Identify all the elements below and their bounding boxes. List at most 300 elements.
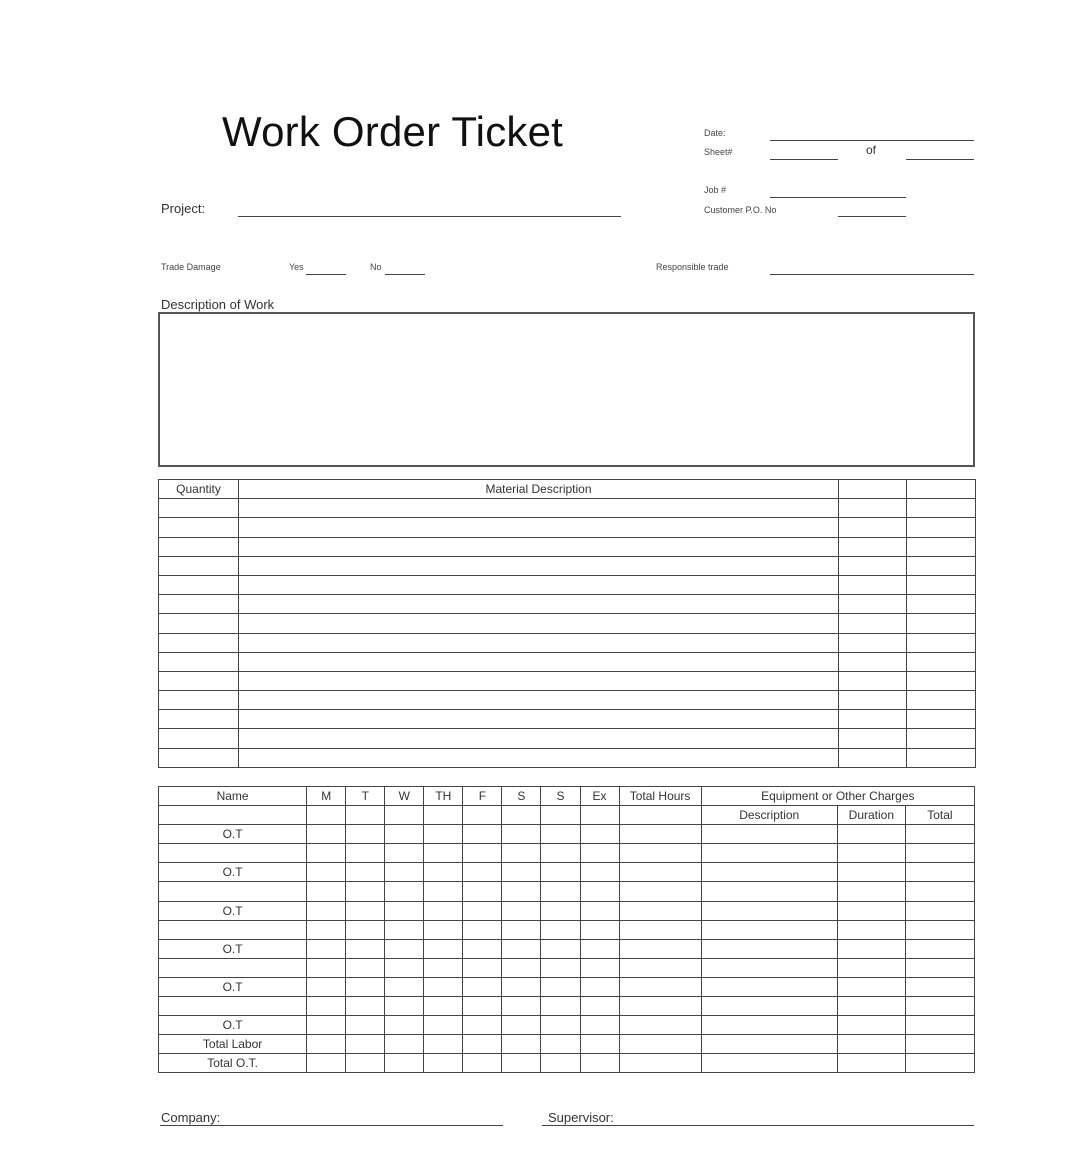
quantity-cell[interactable] [159,595,239,614]
total-hours-cell[interactable] [619,997,701,1016]
hours-cell-s1[interactable] [502,1035,541,1054]
hours-cell-f[interactable] [463,806,502,825]
materials-extra-cell-1[interactable] [839,710,907,729]
hours-cell-t[interactable] [346,939,385,958]
hours-cell-s2[interactable] [541,939,580,958]
hours-cell-t[interactable] [346,920,385,939]
materials-extra-cell-2[interactable] [907,633,976,652]
day-header-t: T [346,787,385,806]
labor-header-row [159,787,975,806]
total-hours-cell[interactable] [619,1054,701,1073]
hours-cell-w[interactable] [385,844,424,863]
hours-cell-s1[interactable] [502,958,541,977]
materials-extra-cell-1[interactable] [839,652,907,671]
hours-cell-ex[interactable] [580,939,619,958]
equipment-duration-cell[interactable] [837,977,905,996]
hours-cell-m[interactable] [307,1016,346,1035]
hours-cell-s2[interactable] [541,920,580,939]
hours-cell-s2[interactable] [541,901,580,920]
total-hours-cell[interactable] [619,901,701,920]
material-description-cell[interactable] [239,575,839,594]
equipment-duration-cell[interactable] [837,920,905,939]
total-hours-header: Total Hours [619,787,701,806]
materials-extra-cell-1[interactable] [839,633,907,652]
labor-row [159,863,975,882]
materials-extra-cell-2[interactable] [907,518,976,537]
hours-cell-th[interactable] [424,901,463,920]
total-hours-cell[interactable] [619,825,701,844]
materials-extra-cell-2[interactable] [907,556,976,575]
hours-cell-m[interactable] [307,939,346,958]
hours-cell-t[interactable] [346,882,385,901]
customer-po-label: Customer P.O. No [704,205,777,215]
materials-extra-cell-2[interactable] [907,595,976,614]
hours-cell-f[interactable] [463,977,502,996]
quantity-cell[interactable] [159,710,239,729]
total-hours-cell[interactable] [619,1035,701,1054]
total-hours-cell[interactable] [619,806,701,825]
labor-row [159,920,975,939]
hours-cell-m[interactable] [307,958,346,977]
hours-cell-s1[interactable] [502,1016,541,1035]
materials-extra-cell-1[interactable] [839,518,907,537]
equipment-description-cell[interactable] [701,977,837,996]
hours-cell-ex[interactable] [580,825,619,844]
material-description-cell[interactable] [239,671,839,690]
hours-cell-m[interactable] [307,806,346,825]
of-label: of [866,143,877,157]
material-description-cell[interactable] [239,595,839,614]
hours-cell-w[interactable] [385,901,424,920]
materials-extra-cell-1[interactable] [839,537,907,556]
hours-cell-s1[interactable] [502,806,541,825]
hours-cell-ex[interactable] [580,882,619,901]
hours-cell-f[interactable] [463,997,502,1016]
quantity-cell[interactable] [159,499,239,518]
hours-cell-m[interactable] [307,997,346,1016]
materials-extra-cell-1[interactable] [839,729,907,748]
description-label: Description of Work [161,297,275,312]
materials-extra-cell-2[interactable] [907,671,976,690]
hours-cell-f[interactable] [463,882,502,901]
date-label: Date: [704,128,726,138]
quantity-cell[interactable] [159,556,239,575]
materials-extra-cell-1[interactable] [839,595,907,614]
materials-extra-cell-2[interactable] [907,499,976,518]
quantity-cell[interactable] [159,671,239,690]
materials-extra-cell-1[interactable] [839,748,907,767]
equipment-total-cell[interactable] [905,825,974,844]
sheet-number-field[interactable] [770,159,838,160]
hours-cell-m[interactable] [307,901,346,920]
labor-row-label: Total O.T. [159,1054,307,1073]
hours-cell-t[interactable] [346,1035,385,1054]
hours-cell-t[interactable] [346,1054,385,1073]
material-row [159,518,976,537]
equipment-description-cell[interactable] [701,1016,837,1035]
hours-cell-m[interactable] [307,1035,346,1054]
equipment-total-cell[interactable] [905,1054,974,1073]
worker-name-cell[interactable] [159,806,307,825]
equipment-description-cell[interactable] [701,1054,837,1073]
materials-header-row [159,480,976,499]
equipment-total-cell[interactable] [905,997,974,1016]
quantity-cell[interactable] [159,518,239,537]
equipment-description-cell[interactable] [701,920,837,939]
hours-cell-f[interactable] [463,1054,502,1073]
materials-extra-cell-2[interactable] [907,710,976,729]
job-number-field[interactable] [770,197,906,198]
total-hours-cell[interactable] [619,920,701,939]
hours-cell-f[interactable] [463,844,502,863]
equipment-duration-cell[interactable] [837,997,905,1016]
project-field[interactable] [238,216,621,217]
equipment-description-cell[interactable] [701,958,837,977]
hours-cell-s1[interactable] [502,939,541,958]
materials-extra-cell-2[interactable] [907,575,976,594]
material-description-cell[interactable] [239,691,839,710]
description-of-work-box[interactable] [158,312,975,467]
hours-cell-w[interactable] [385,825,424,844]
customer-po-field[interactable] [838,216,906,217]
hours-cell-w[interactable] [385,863,424,882]
hours-cell-s1[interactable] [502,920,541,939]
hours-cell-s2[interactable] [541,1054,580,1073]
hours-cell-s1[interactable] [502,1054,541,1073]
material-row [159,595,976,614]
material-row [159,748,976,767]
equipment-description-cell[interactable] [701,939,837,958]
labor-row-label: Total Labor [159,1035,307,1054]
hours-cell-s2[interactable] [541,825,580,844]
equipment-total-cell[interactable] [905,977,974,996]
labor-row [159,901,975,920]
equipment-duration-cell[interactable] [837,1054,905,1073]
yes-field[interactable] [306,274,346,275]
equipment-description-cell[interactable] [701,1035,837,1054]
material-description-cell[interactable] [239,556,839,575]
hours-cell-ex[interactable] [580,1054,619,1073]
equipment-total-cell[interactable] [905,1016,974,1035]
hours-cell-th[interactable] [424,882,463,901]
total-hours-cell[interactable] [619,1016,701,1035]
hours-cell-t[interactable] [346,844,385,863]
hours-cell-ex[interactable] [580,1016,619,1035]
labor-row [159,844,975,863]
labor-row [159,825,975,844]
worker-name-cell[interactable] [159,920,307,939]
equipment-duration-cell[interactable] [837,939,905,958]
sheet-total-field[interactable] [906,159,974,160]
hours-cell-s1[interactable] [502,901,541,920]
hours-cell-s1[interactable] [502,997,541,1016]
hours-cell-m[interactable] [307,844,346,863]
material-row [159,729,976,748]
material-description-cell[interactable] [239,748,839,767]
quantity-cell[interactable] [159,691,239,710]
labor-row [159,997,975,1016]
hours-cell-th[interactable] [424,1035,463,1054]
material-description-cell[interactable] [239,729,839,748]
hours-cell-s1[interactable] [502,844,541,863]
company-field[interactable] [160,1125,503,1126]
total-hours-cell[interactable] [619,939,701,958]
hours-cell-th[interactable] [424,920,463,939]
hours-cell-w[interactable] [385,958,424,977]
material-description-cell[interactable] [239,614,839,633]
worker-name-cell[interactable] [159,997,307,1016]
equipment-duration-cell[interactable] [837,901,905,920]
equipment-duration-cell[interactable] [837,844,905,863]
material-row [159,556,976,575]
hours-cell-ex[interactable] [580,977,619,996]
material-description-cell[interactable] [239,499,839,518]
hours-cell-m[interactable] [307,825,346,844]
materials-extra-cell-1[interactable] [839,691,907,710]
hours-cell-s1[interactable] [502,977,541,996]
materials-extra-cell-2[interactable] [907,614,976,633]
quantity-cell[interactable] [159,614,239,633]
day-header-s2: S [541,787,580,806]
responsible-trade-label: Responsible trade [656,262,729,272]
no-label: No [370,262,382,272]
hours-cell-t[interactable] [346,997,385,1016]
material-description-header: Material Description [239,480,839,499]
labor-row-label: O.T [159,863,307,882]
equipment-description-cell[interactable] [701,825,837,844]
material-row [159,633,976,652]
equipment-duration-cell[interactable] [837,958,905,977]
hours-cell-t[interactable] [346,958,385,977]
hours-cell-w[interactable] [385,920,424,939]
worker-name-cell[interactable] [159,844,307,863]
equipment-header: Equipment or Other Charges [701,787,974,806]
quantity-cell[interactable] [159,633,239,652]
material-row [159,614,976,633]
hours-cell-s2[interactable] [541,958,580,977]
materials-extra-cell-1[interactable] [839,499,907,518]
material-description-cell[interactable] [239,633,839,652]
hours-cell-s2[interactable] [541,997,580,1016]
equipment-duration-header: Duration [837,806,905,825]
hours-cell-s2[interactable] [541,806,580,825]
job-label: Job # [704,185,727,195]
equipment-duration-cell[interactable] [837,825,905,844]
quantity-cell[interactable] [159,652,239,671]
materials-table [158,479,976,768]
hours-cell-w[interactable] [385,1054,424,1073]
equipment-total-cell[interactable] [905,901,974,920]
material-description-cell[interactable] [239,518,839,537]
quantity-cell[interactable] [159,575,239,594]
day-header-th: TH [424,787,463,806]
hours-cell-f[interactable] [463,939,502,958]
hours-cell-s2[interactable] [541,977,580,996]
hours-cell-m[interactable] [307,882,346,901]
day-header-m: M [307,787,346,806]
hours-cell-w[interactable] [385,997,424,1016]
hours-cell-th[interactable] [424,958,463,977]
hours-cell-th[interactable] [424,1016,463,1035]
labor-row [159,939,975,958]
hours-cell-ex[interactable] [580,806,619,825]
equipment-total-header: Total [905,806,974,825]
hours-cell-s2[interactable] [541,844,580,863]
material-row [159,691,976,710]
hours-cell-w[interactable] [385,939,424,958]
day-header-w: W [385,787,424,806]
equipment-duration-cell[interactable] [837,1035,905,1054]
day-header-f: F [463,787,502,806]
hours-cell-th[interactable] [424,844,463,863]
date-field[interactable] [770,140,974,141]
hours-cell-f[interactable] [463,901,502,920]
total-hours-cell[interactable] [619,844,701,863]
hours-cell-ex[interactable] [580,844,619,863]
hours-cell-w[interactable] [385,882,424,901]
equipment-total-cell[interactable] [905,863,974,882]
hours-cell-ex[interactable] [580,958,619,977]
equipment-description-cell[interactable] [701,997,837,1016]
hours-cell-th[interactable] [424,997,463,1016]
quantity-header: Quantity [159,480,239,499]
material-row [159,537,976,556]
materials-extra-cell-2[interactable] [907,537,976,556]
no-field[interactable] [385,274,425,275]
material-row [159,710,976,729]
name-header: Name [159,787,307,806]
company-label: Company: [161,1110,221,1125]
material-row [159,499,976,518]
materials-extra-header-2 [907,480,976,499]
equipment-total-cell[interactable] [905,920,974,939]
hours-cell-s2[interactable] [541,863,580,882]
hours-cell-s2[interactable] [541,882,580,901]
hours-cell-m[interactable] [307,977,346,996]
hours-cell-ex[interactable] [580,901,619,920]
equipment-duration-cell[interactable] [837,1016,905,1035]
ex-header: Ex [580,787,619,806]
equipment-total-cell[interactable] [905,844,974,863]
equipment-total-cell[interactable] [905,1035,974,1054]
hours-cell-t[interactable] [346,901,385,920]
worker-name-cell[interactable] [159,882,307,901]
hours-cell-t[interactable] [346,806,385,825]
hours-cell-ex[interactable] [580,1035,619,1054]
material-row [159,652,976,671]
labor-row [159,882,975,901]
equipment-description-cell[interactable] [701,901,837,920]
equipment-duration-cell[interactable] [837,863,905,882]
equipment-total-cell[interactable] [905,939,974,958]
equipment-duration-cell[interactable] [837,882,905,901]
hours-cell-ex[interactable] [580,863,619,882]
labor-row-label: O.T [159,939,307,958]
hours-cell-m[interactable] [307,863,346,882]
hours-cell-f[interactable] [463,825,502,844]
materials-extra-cell-2[interactable] [907,748,976,767]
material-description-cell[interactable] [239,537,839,556]
total-hours-cell[interactable] [619,977,701,996]
hours-cell-f[interactable] [463,1035,502,1054]
total-hours-cell[interactable] [619,863,701,882]
hours-cell-w[interactable] [385,977,424,996]
labor-row [159,1054,975,1073]
hours-cell-th[interactable] [424,1054,463,1073]
hours-cell-s1[interactable] [502,863,541,882]
materials-extra-cell-1[interactable] [839,614,907,633]
hours-cell-ex[interactable] [580,997,619,1016]
responsible-trade-field[interactable] [770,274,974,275]
hours-cell-th[interactable] [424,863,463,882]
materials-extra-cell-2[interactable] [907,652,976,671]
hours-cell-s1[interactable] [502,825,541,844]
hours-cell-f[interactable] [463,958,502,977]
hours-cell-m[interactable] [307,920,346,939]
labor-row [159,958,975,977]
materials-extra-cell-1[interactable] [839,575,907,594]
hours-cell-t[interactable] [346,825,385,844]
quantity-cell[interactable] [159,748,239,767]
hours-cell-th[interactable] [424,806,463,825]
hours-cell-f[interactable] [463,1016,502,1035]
worker-name-cell[interactable] [159,958,307,977]
page-title: Work Order Ticket [222,108,564,155]
equipment-total-cell[interactable] [905,958,974,977]
labor-row-label: O.T [159,825,307,844]
material-row [159,671,976,690]
hours-cell-th[interactable] [424,977,463,996]
labor-row-label: O.T [159,901,307,920]
equipment-description-cell[interactable] [701,844,837,863]
material-description-cell[interactable] [239,710,839,729]
supervisor-field[interactable] [542,1125,974,1126]
hours-cell-s1[interactable] [502,882,541,901]
hours-cell-w[interactable] [385,1016,424,1035]
labor-row-label: O.T [159,977,307,996]
equipment-description-cell[interactable] [701,882,837,901]
hours-cell-s2[interactable] [541,1035,580,1054]
equipment-description-cell[interactable] [701,863,837,882]
quantity-cell[interactable] [159,537,239,556]
hours-cell-t[interactable] [346,1016,385,1035]
hours-cell-t[interactable] [346,863,385,882]
material-description-cell[interactable] [239,652,839,671]
total-hours-cell[interactable] [619,958,701,977]
materials-extra-cell-1[interactable] [839,671,907,690]
materials-extra-cell-1[interactable] [839,556,907,575]
hours-cell-m[interactable] [307,1054,346,1073]
equipment-total-cell[interactable] [905,882,974,901]
hours-cell-th[interactable] [424,825,463,844]
quantity-cell[interactable] [159,729,239,748]
labor-row [159,1035,975,1054]
hours-cell-f[interactable] [463,863,502,882]
material-row [159,575,976,594]
hours-cell-w[interactable] [385,1035,424,1054]
hours-cell-f[interactable] [463,920,502,939]
hours-cell-ex[interactable] [580,920,619,939]
hours-cell-w[interactable] [385,806,424,825]
supervisor-label: Supervisor: [548,1110,614,1125]
materials-extra-cell-2[interactable] [907,691,976,710]
hours-cell-t[interactable] [346,977,385,996]
trade-damage-label: Trade Damage [161,262,221,272]
total-hours-cell[interactable] [619,882,701,901]
materials-extra-cell-2[interactable] [907,729,976,748]
hours-cell-s2[interactable] [541,1016,580,1035]
hours-cell-th[interactable] [424,939,463,958]
